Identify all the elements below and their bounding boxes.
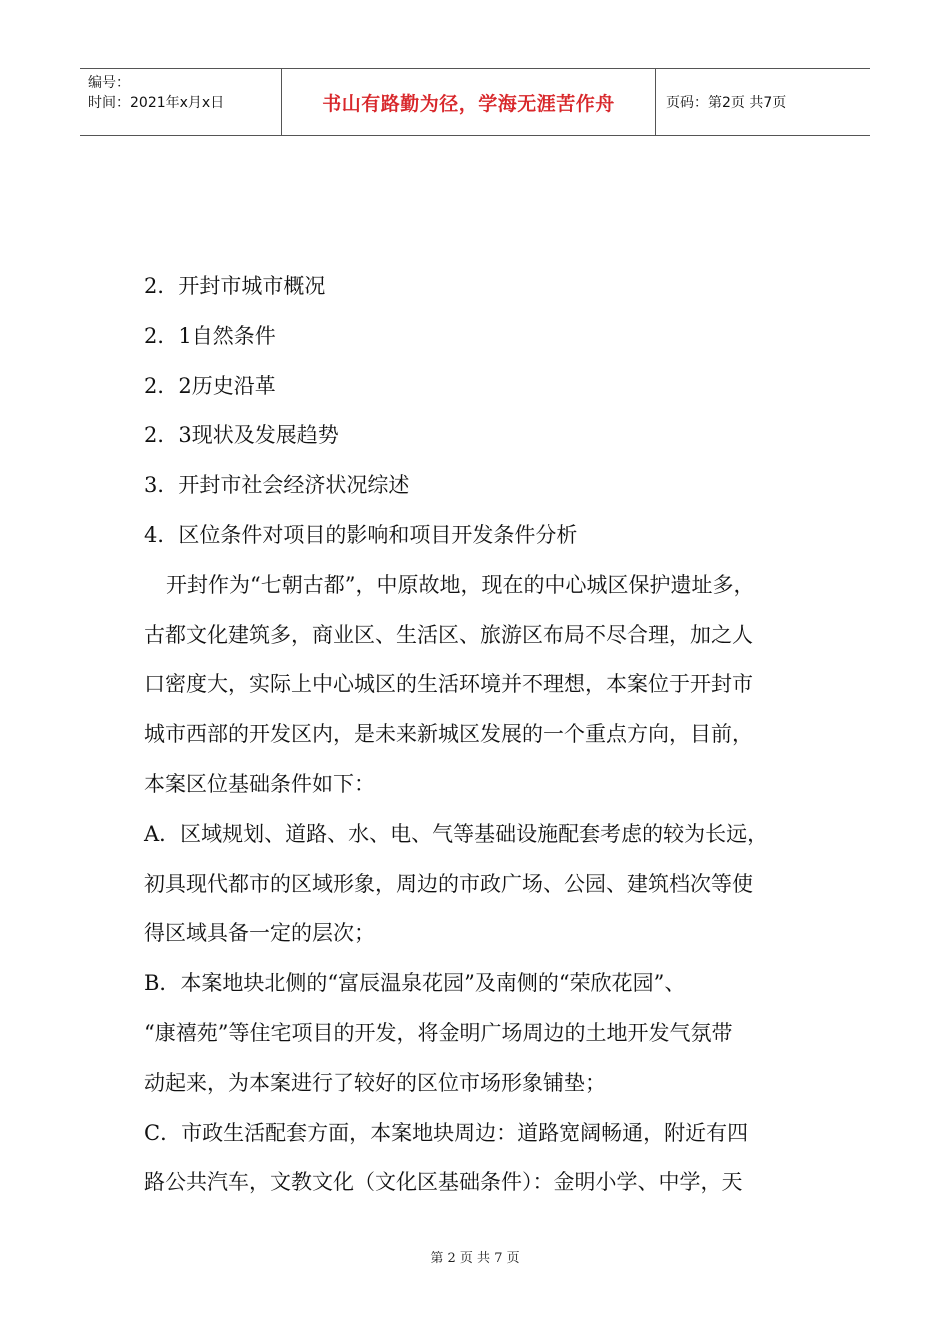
header-page-info: 页码：第2页 共7页: [666, 95, 787, 111]
page-header: [80, 68, 870, 136]
paragraph-line: “康禧苑”等住宅项目的开发，将金明广场周边的土地开发气氛带: [144, 1020, 733, 1045]
page-footer: 第 2 页 共 7 页: [430, 1251, 520, 1266]
list-item-c: C．市政生活配套方面，本案地块周边：道路宽阔畅通，附近有四: [144, 1120, 749, 1145]
heading-2-1: 2．1自然条件: [144, 323, 276, 348]
heading-2-2: 2．2历史沿革: [144, 373, 276, 398]
paragraph-line: 动起来，为本案进行了较好的区位市场形象铺垫；: [144, 1070, 606, 1095]
paragraph-line: 得区域具备一定的层次；: [144, 921, 375, 946]
paragraph-line: 初具现代都市的区域形象，周边的市政广场、公园、建筑档次等使: [144, 871, 753, 896]
paragraph-line: 路公共汽车，文教文化（文化区基础条件）：金明小学、中学，天: [144, 1170, 743, 1195]
header-meta: [80, 69, 282, 135]
paragraph-line: 本案区位基础条件如下：: [144, 771, 375, 796]
paragraph-line: 口密度大，实际上中心城区的生活环境并不理想，本案位于开封市: [144, 672, 753, 697]
number-label: 编号：: [88, 75, 130, 91]
paragraph-line: 城市西部的开发区内，是未来新城区发展的一个重点方向，目前，: [144, 722, 753, 747]
heading-3: 3．开封市社会经济状况综述: [144, 473, 410, 498]
time-label: 时间：2021年x月x日: [88, 95, 225, 111]
paragraph-line: 古都文化建筑多，商业区、生活区、旅游区布局不尽合理，加之人: [144, 622, 753, 647]
heading-4: 4．区位条件对项目的影响和项目开发条件分析: [144, 522, 578, 547]
document-body: [144, 262, 824, 1208]
list-item-a: A．区域规划、道路、水、电、气等基础设施配套考虑的较为长远，: [144, 821, 769, 846]
header-motto: 书山有路勤为径，学海无涯苦作舟: [282, 69, 656, 135]
list-item-b: B．本案地块北侧的“富辰温泉花园”及南侧的“荣欣花园”、: [144, 971, 686, 996]
paragraph-line: 开封作为“七朝古都”，中原故地，现在的中心城区保护遗址多，: [166, 572, 755, 597]
heading-2-3: 2．3现状及发展趋势: [144, 423, 339, 448]
heading-2: 2．开封市城市概况: [144, 274, 326, 298]
